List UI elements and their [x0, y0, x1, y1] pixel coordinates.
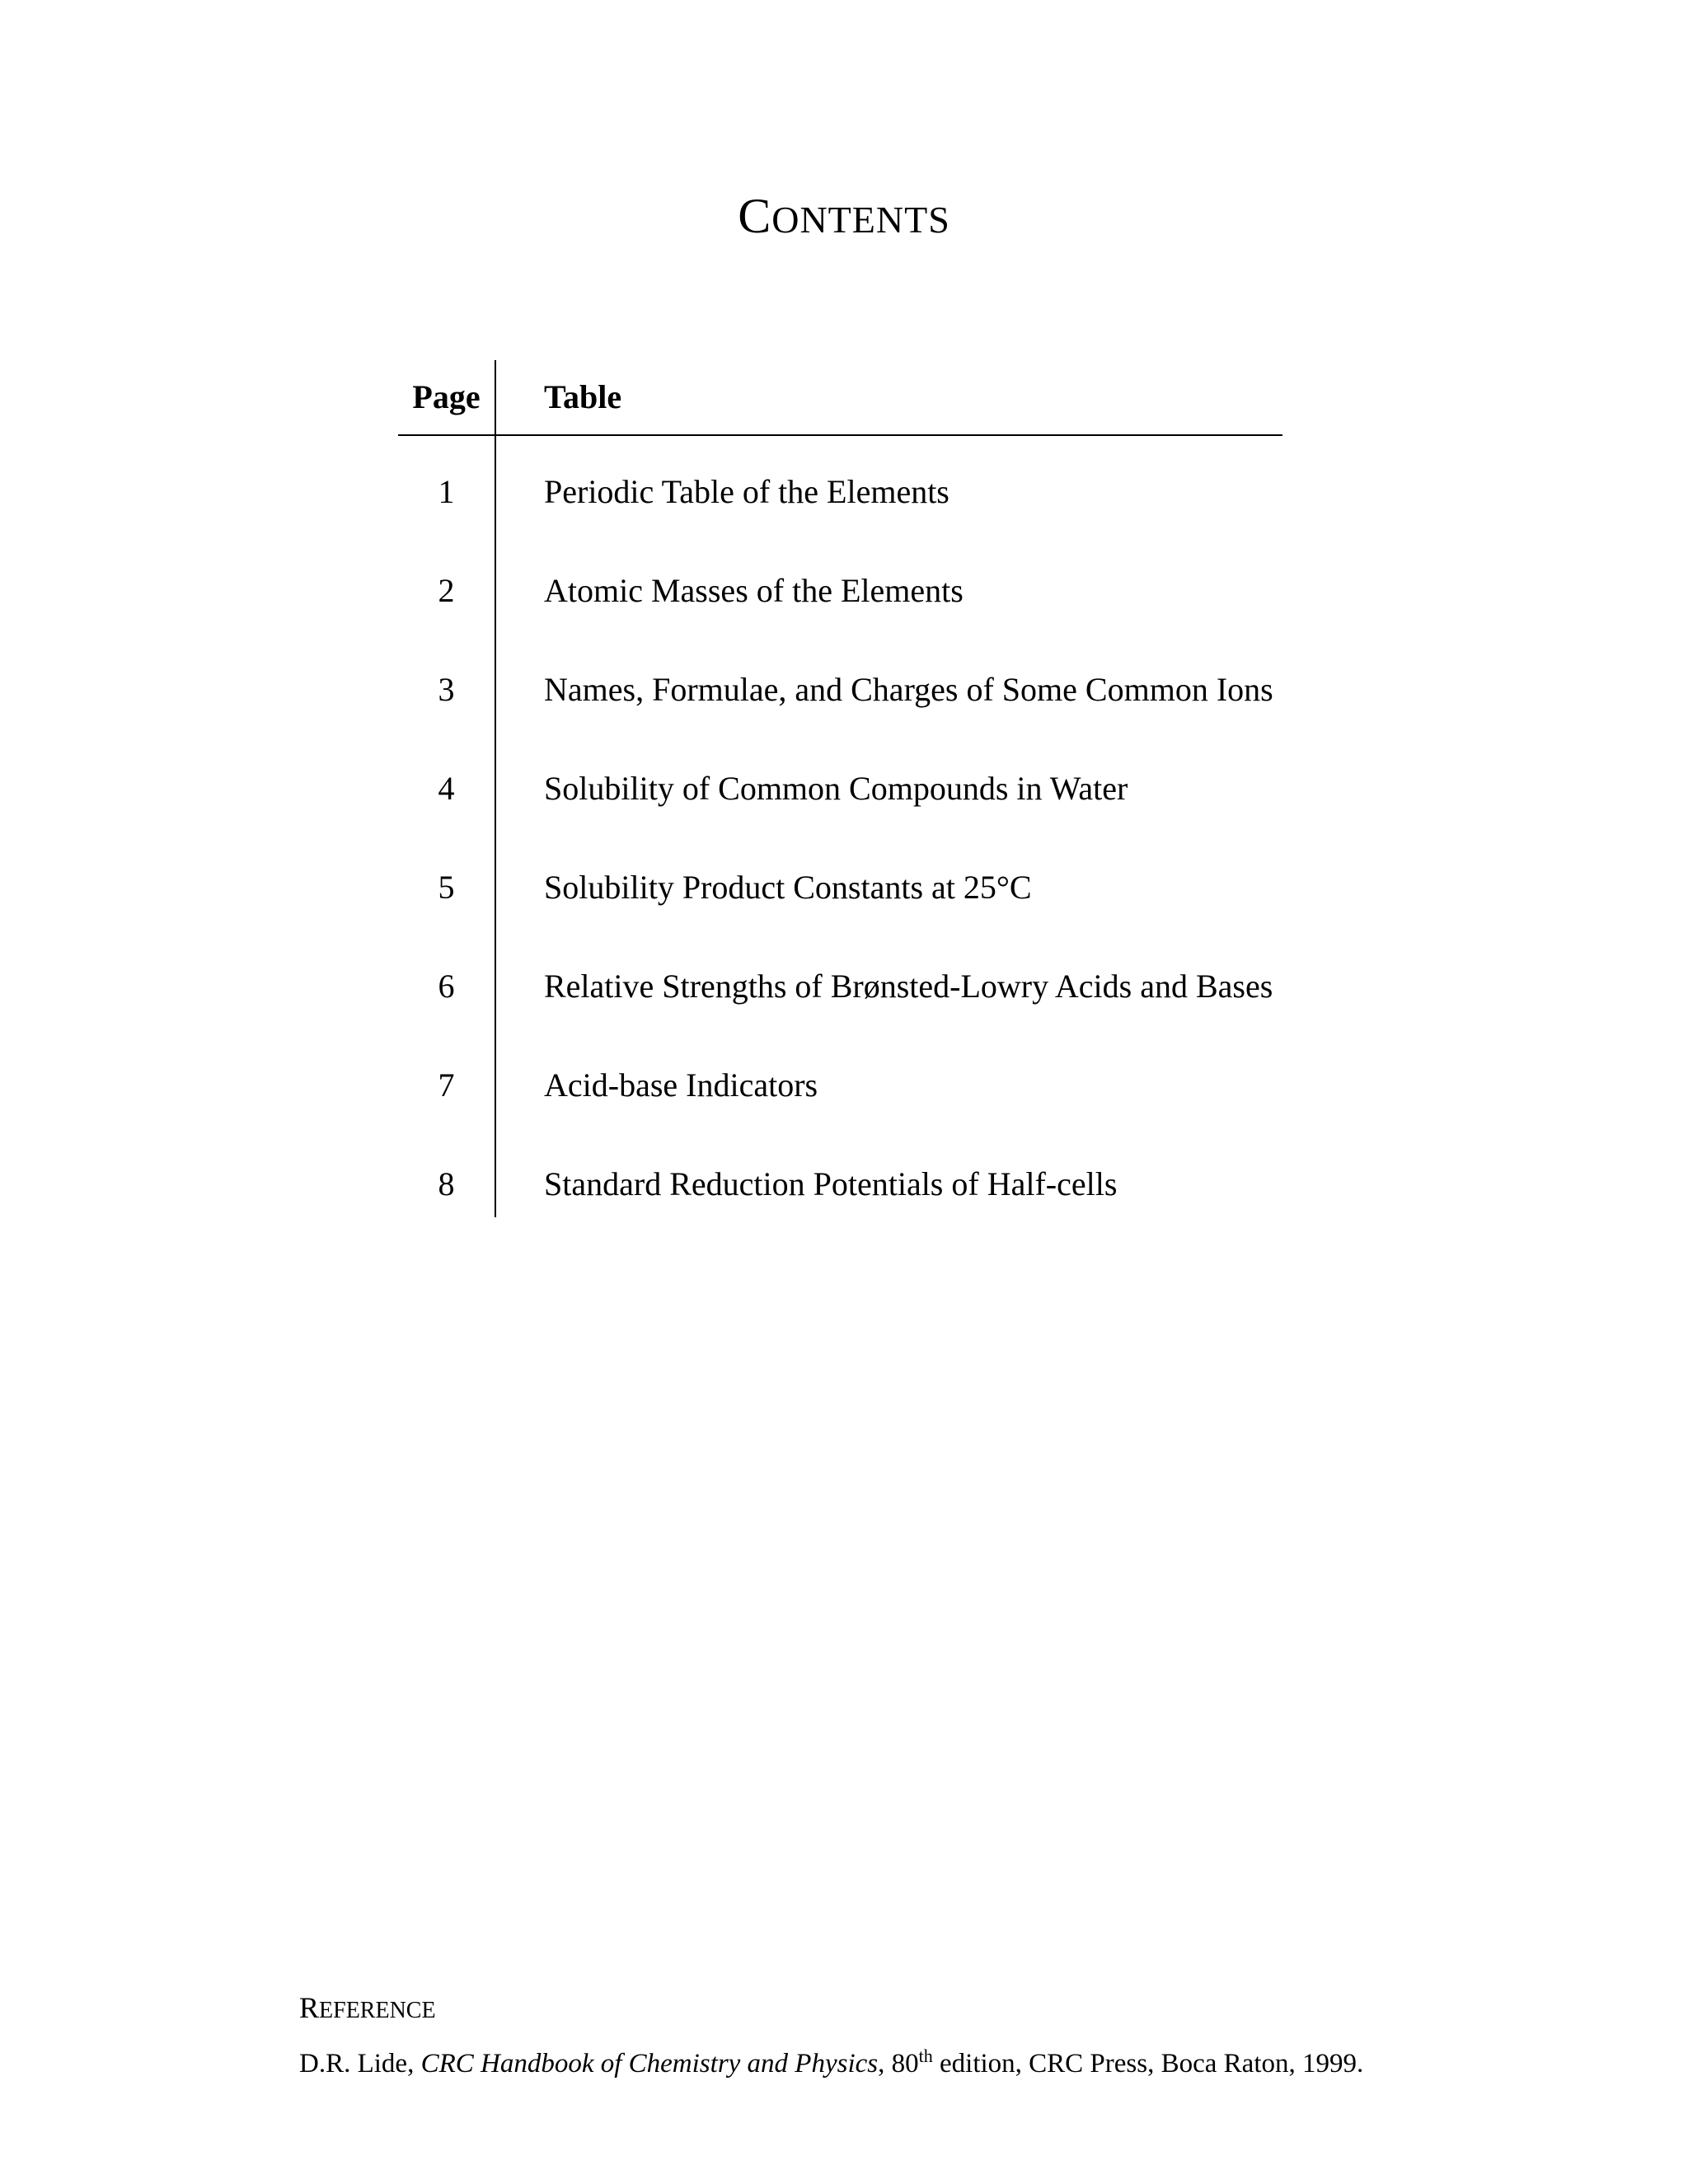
toc-page-number: 5 — [438, 869, 455, 906]
toc-row — [398, 566, 1282, 616]
toc-row — [398, 1061, 1282, 1110]
reference-publisher: edition, CRC Press, Boca Raton, 1999. — [932, 2049, 1364, 2079]
toc-entry: Atomic Masses of the Elements — [544, 572, 964, 609]
toc-page-number: 2 — [438, 572, 455, 609]
contents-table — [398, 360, 1282, 1217]
toc-entry: Solubility of Common Compounds in Water — [544, 770, 1128, 807]
toc-page-number: 3 — [438, 671, 455, 708]
reference-heading — [299, 1988, 436, 2031]
reference-heading-first: R — [299, 1991, 320, 2024]
toc-page-number: 1 — [438, 473, 455, 510]
toc-row — [398, 665, 1282, 715]
toc-entry: Standard Reduction Potentials of Half-cells — [544, 1165, 1118, 1202]
page-title — [0, 188, 1688, 245]
toc-row — [398, 962, 1282, 1011]
toc-page-number: 7 — [438, 1066, 455, 1104]
toc-entry: Acid-base Indicators — [544, 1066, 818, 1104]
table-column-header: Table — [544, 378, 622, 415]
toc-row — [398, 764, 1282, 813]
reference-heading-small-caps: EFERENCE — [319, 1998, 436, 2023]
toc-page-number: 4 — [438, 770, 455, 807]
toc-entry: Solubility Product Constants at 25°C — [544, 869, 1032, 906]
title-first-letter: C — [738, 189, 772, 243]
reference-edition-number: , 80 — [878, 2049, 919, 2079]
page-column-header: Page — [412, 378, 481, 415]
toc-entry: Periodic Table of the Elements — [544, 473, 950, 510]
toc-row — [398, 467, 1282, 517]
toc-page-number: 8 — [438, 1165, 455, 1202]
toc-entry: Relative Strengths of Brønsted-Lowry Acids and Bases — [544, 968, 1273, 1005]
header-rule — [398, 434, 1282, 436]
reference-book-title: CRC Handbook of Chemistry and Physics — [420, 2049, 879, 2079]
reference-author: D.R. Lide, — [299, 2049, 421, 2079]
toc-entry: Names, Formulae, and Charges of Some Common Ions — [544, 671, 1273, 708]
toc-row — [398, 863, 1282, 912]
toc-page-number: 6 — [438, 968, 455, 1005]
toc-row — [398, 1160, 1282, 1209]
reference-edition-suffix: th — [918, 2046, 933, 2066]
reference-citation — [299, 2044, 1363, 2083]
title-small-caps: ONTENTS — [771, 199, 950, 241]
